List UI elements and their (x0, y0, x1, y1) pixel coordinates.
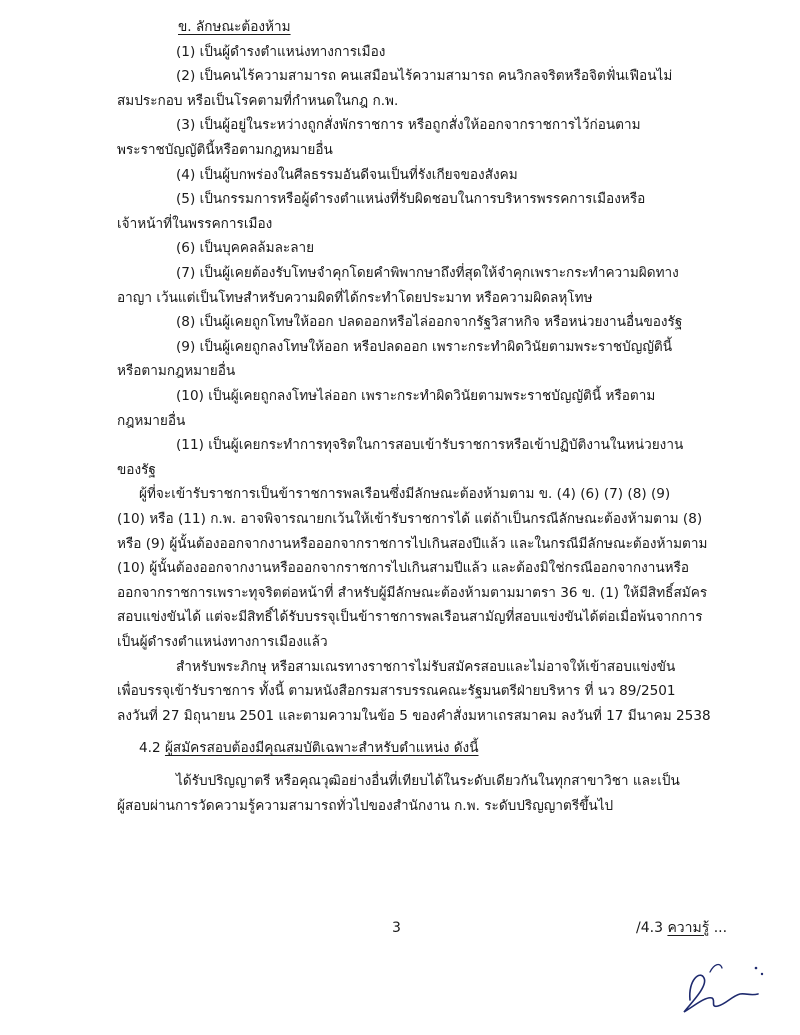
text-line: (10) ผู้นั้นต้องออกจากงานหรือออกจากราชการไปเกินสามปีแล้ว และต้องมิใช่กรณีออกจากงานหรือ (117, 560, 690, 577)
text-line: (2) เป็นคนไร้ความสามารถ คนเสมือนไร้ความสามารถ คนวิกลจริตหรือจิตฟั่นเฟือนไม่ (176, 68, 673, 85)
text-line: ผู้ที่จะเข้ารับราชการเป็นข้าราชการพลเรือนซึ่งมีลักษณะต้องห้ามตาม ข. (4) (6) (7) (8) (9) (139, 486, 671, 503)
continuation-suffix: ... (709, 920, 728, 936)
text-line: (5) เป็นกรรมการหรือผู้ดำรงตำแหน่งที่รับผิดชอบในการบริหารพรรคการเมืองหรือ (176, 191, 646, 208)
continuation-prefix: /4.3 (636, 920, 668, 936)
text-line: สมประกอบ หรือเป็นโรคตามที่กำหนดในกฎ ก.พ. (117, 92, 399, 109)
text-line: (9) เป็นผู้เคยถูกลงโทษให้ออก หรือปลดออก เพราะกระทำผิดวินัยตามพระราชบัญญัตินี้ (176, 338, 673, 355)
text-line: ลงวันที่ 27 มิถุนายน 2501 และตามความในข้อ 5 ของคำสั่งมหาเถรสมาคม ลงวันที่ 17 มีนาคม 2538 (117, 707, 711, 724)
text-line: (8) เป็นผู้เคยถูกโทษให้ออก ปลดออกหรือไล่ออกจากรัฐวิสาหกิจ หรือหน่วยงานอื่นของรัฐ (176, 314, 683, 331)
text-line: (4) เป็นผู้บกพร่องในศีลธรรมอันดีจนเป็นที่รังเกียจของสังคม (176, 166, 518, 183)
text-line: เจ้าหน้าที่ในพรรคการเมือง (117, 215, 273, 232)
text-line: ได้รับปริญญาตรี หรือคุณวุฒิอย่างอื่นที่เทียบได้ในระดับเดียวกันในทุกสาขาวิชา และเป็น (176, 773, 680, 789)
text-line: พระราชบัญญัตินี้หรือตามกฎหมายอื่น (117, 142, 333, 158)
text-line: สอบแข่งขันได้ แต่จะมีสิทธิ์ได้รับบรรจุเป็นข้าราชการพลเรือนสามัญที่สอบแข่งขันได้ต่อเมื่อพ้นจากการ (117, 609, 703, 626)
subsection-heading: ข. ลักษณะต้องห้าม (178, 19, 291, 35)
text-line: อาญา เว้นแต่เป็นโทษสำหรับความผิดที่ได้กระทำโดยประมาท หรือความผิดลหุโทษ (117, 289, 593, 306)
continuation-reference (636, 918, 727, 938)
continuation-word: ความรู้ (667, 920, 710, 936)
text-line: (6) เป็นบุคคลล้มละลาย (176, 240, 315, 257)
text-line: เป็นผู้ดำรงตำแหน่งทางการเมืองแล้ว (117, 634, 328, 650)
page-number: 3 (392, 920, 401, 936)
text-line: หรือ (9) ผู้นั้นต้องออกจากงานหรือออกจากราชการไปเกินสองปีแล้ว และในกรณีมีลักษณะต้องห้ามตาม (117, 535, 708, 552)
text-line: หรือตามกฎหมายอื่น (117, 363, 236, 380)
text-line: เพื่อบรรจุเข้ารับราชการ ทั้งนี้ ตามหนังสือกรมสารบรรณคณะรัฐมนตรีฝ่ายบริหาร ที่ นว 89/2501 (117, 683, 676, 700)
text-line: กฎหมายอื่น (117, 412, 186, 429)
text-line: ผู้สอบผ่านการวัดความรู้ความสามารถทั่วไปของสำนักงาน ก.พ. ระดับปริญญาตรีขึ้นไป (117, 797, 614, 814)
section-heading (139, 738, 479, 758)
text-line: (10) หรือ (11) ก.พ. อาจพิจารณายกเว้นให้เข้ารับราชการได้ แต่ถ้าเป็นกรณีลักษณะต้องห้ามตาม (8) (117, 511, 703, 527)
section-title: ผู้สมัครสอบต้องมีคุณสมบัติเฉพาะสำหรับตำแหน่ง ดังนี้ (164, 740, 479, 757)
section-number: 4.2 (139, 740, 161, 757)
text-line: (7) เป็นผู้เคยต้องรับโทษจำคุกโดยคำพิพากษาถึงที่สุดให้จำคุกเพราะกระทำความผิดทาง (176, 265, 679, 281)
text-line: (10) เป็นผู้เคยถูกลงโทษไล่ออก เพราะกระทำผิดวินัยตามพระราชบัญญัตินี้ หรือตาม (176, 388, 656, 404)
text-line: (1) เป็นผู้ดำรงตำแหน่งทางการเมือง (176, 43, 386, 60)
text-line: ของรัฐ (117, 461, 156, 478)
handwritten-signature (670, 950, 770, 1020)
text-line: (11) เป็นผู้เคยกระทำการทุจริตในการสอบเข้ารับราชการหรือเข้าปฏิบัติงานในหน่วยงาน (176, 437, 684, 454)
text-line: (3) เป็นผู้อยู่ในระหว่างถูกสั่งพักราชการ หรือถูกสั่งให้ออกจากราชการไว้ก่อนตาม (176, 117, 641, 134)
text-line: สำหรับพระภิกษุ หรือสามเณรทางราชการไม่รับสมัครสอบและไม่อาจให้เข้าสอบแข่งขัน (176, 658, 676, 675)
text-line: ออกจากราชการเพราะทุจริตต่อหน้าที่ สำหรับผู้มีลักษณะต้องห้ามตามมาตรา 36 ข. (1) ให้มีสิทธิ์สมัคร (117, 584, 708, 601)
